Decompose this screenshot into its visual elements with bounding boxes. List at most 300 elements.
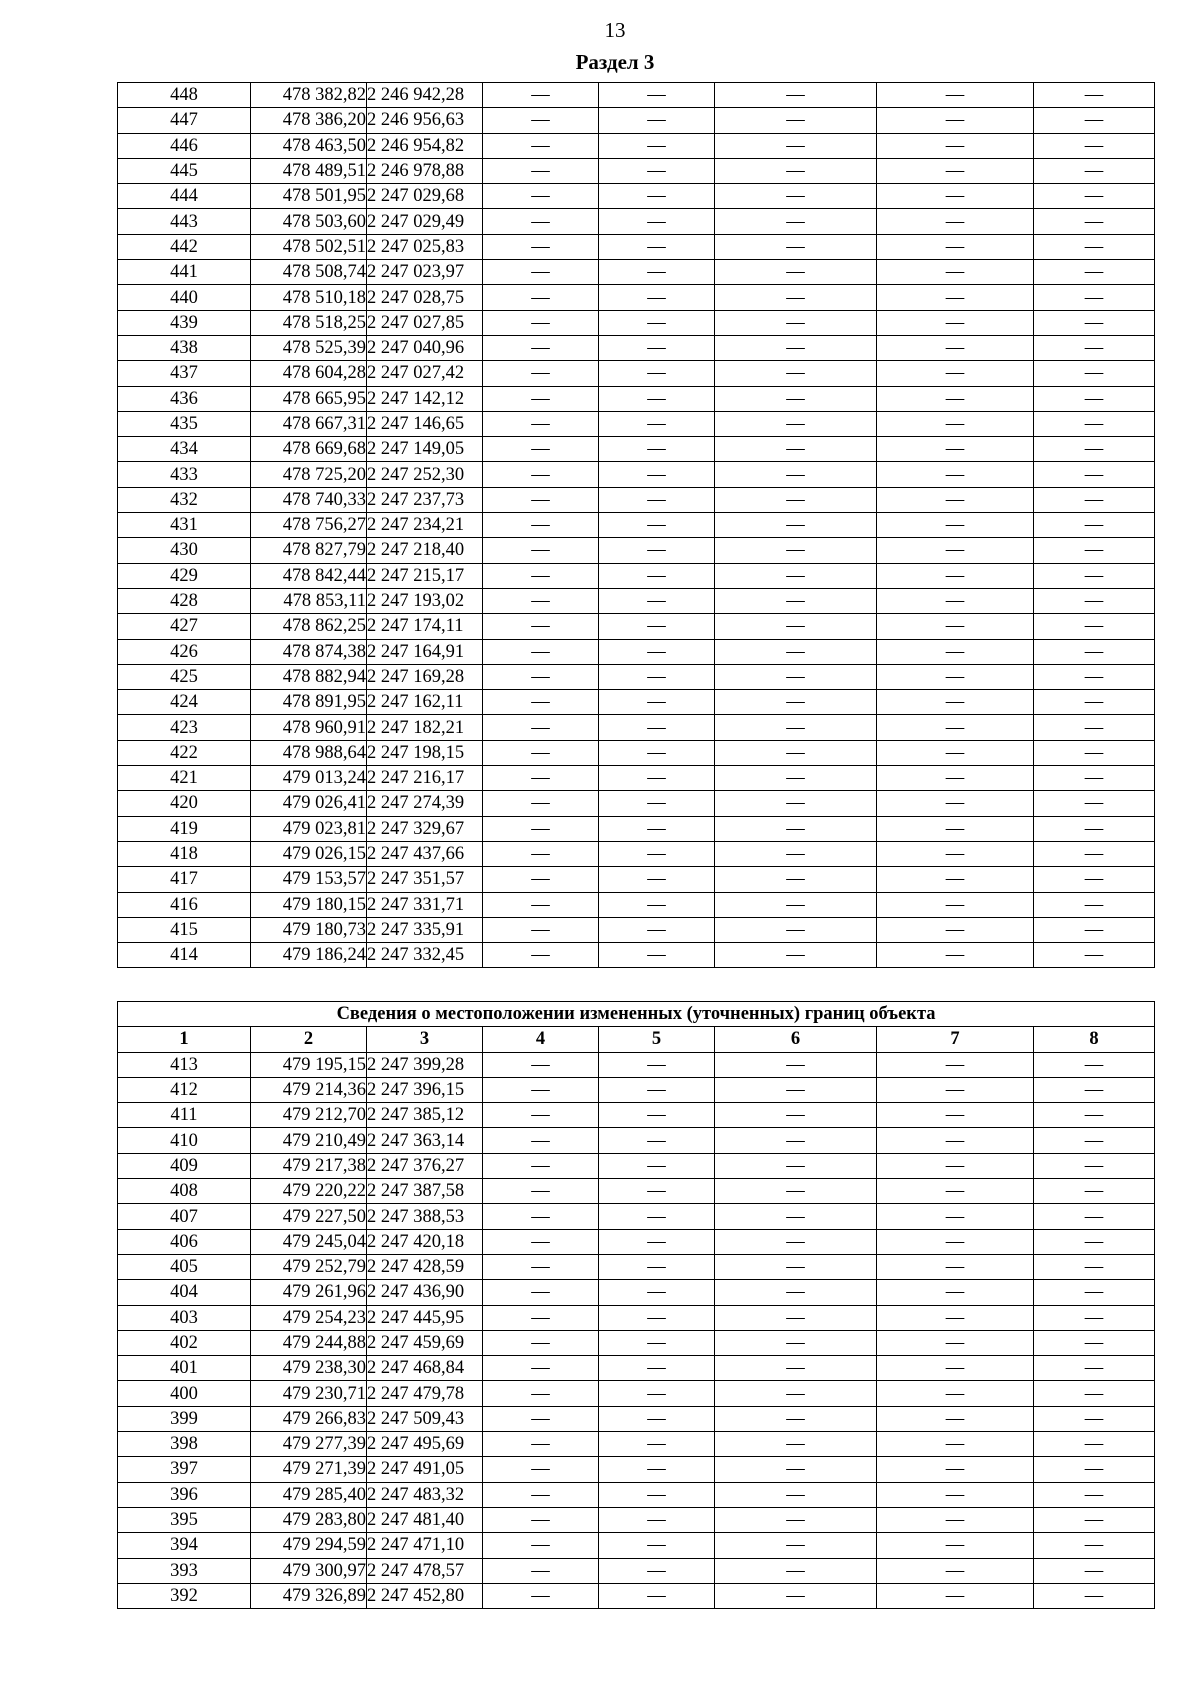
table-cell-col-2: 479 326,89 bbox=[251, 1583, 367, 1608]
table-cell-col-7: — bbox=[877, 1457, 1034, 1482]
table-cell-col-2: 479 238,30 bbox=[251, 1356, 367, 1381]
table-cell-col-2: 479 013,24 bbox=[251, 766, 367, 791]
table-cell-col-8: — bbox=[1034, 791, 1155, 816]
table-cell-col-4: — bbox=[483, 411, 599, 436]
table-cell-col-4: — bbox=[483, 1254, 599, 1279]
table-cell-col-7: — bbox=[877, 1507, 1034, 1532]
table-cell-col-7: — bbox=[877, 715, 1034, 740]
table-cell-col-7: — bbox=[877, 83, 1034, 108]
table-cell-col-8: — bbox=[1034, 867, 1155, 892]
table-cell-col-5: — bbox=[599, 437, 715, 462]
table-cell-col-2: 478 725,20 bbox=[251, 462, 367, 487]
table-cell-col-6: — bbox=[715, 639, 877, 664]
table-cell-col-1: 402 bbox=[118, 1330, 251, 1355]
table-cell-col-4: — bbox=[483, 867, 599, 892]
table-cell-col-1: 404 bbox=[118, 1280, 251, 1305]
table-cell-col-2: 479 230,71 bbox=[251, 1381, 367, 1406]
table-cell-col-6: — bbox=[715, 1254, 877, 1279]
table-cell-col-6: — bbox=[715, 816, 877, 841]
table-cell-col-8: — bbox=[1034, 690, 1155, 715]
table-cell-col-4: — bbox=[483, 133, 599, 158]
table-cell-col-8: — bbox=[1034, 1406, 1155, 1431]
table-cell-col-8: — bbox=[1034, 1583, 1155, 1608]
table-cell-col-6: — bbox=[715, 411, 877, 436]
table-cell-col-5: — bbox=[599, 158, 715, 183]
table-cell-col-6: — bbox=[715, 1432, 877, 1457]
table-cell-col-4: — bbox=[483, 184, 599, 209]
table-cell-col-8: — bbox=[1034, 1482, 1155, 1507]
table-cell-col-3: 2 247 162,11 bbox=[367, 690, 483, 715]
table-cell-col-8: — bbox=[1034, 841, 1155, 866]
table-cell-col-2: 478 518,25 bbox=[251, 310, 367, 335]
table-cell-col-2: 479 266,83 bbox=[251, 1406, 367, 1431]
table-cell-col-6: — bbox=[715, 310, 877, 335]
table-cell-col-6: — bbox=[715, 766, 877, 791]
table-cell-col-8: — bbox=[1034, 1533, 1155, 1558]
table-cell-col-7: — bbox=[877, 766, 1034, 791]
table-cell-col-1: 431 bbox=[118, 513, 251, 538]
table-row bbox=[118, 1179, 1155, 1204]
table-cell-col-8: — bbox=[1034, 1204, 1155, 1229]
table-cell-col-6: — bbox=[715, 335, 877, 360]
table-cell-col-3: 2 247 237,73 bbox=[367, 487, 483, 512]
table-cell-col-4: — bbox=[483, 639, 599, 664]
table-cell-col-6: — bbox=[715, 791, 877, 816]
table-cell-col-7: — bbox=[877, 462, 1034, 487]
table-cell-col-5: — bbox=[599, 1179, 715, 1204]
table-cell-col-4: — bbox=[483, 715, 599, 740]
table-cell-col-2: 479 214,36 bbox=[251, 1077, 367, 1102]
table-cell-col-1: 423 bbox=[118, 715, 251, 740]
table-row bbox=[118, 184, 1155, 209]
table-cell-col-7: — bbox=[877, 816, 1034, 841]
table-row bbox=[118, 209, 1155, 234]
table-cell-col-1: 392 bbox=[118, 1583, 251, 1608]
table-cell-col-1: 399 bbox=[118, 1406, 251, 1431]
table-cell-col-2: 479 254,23 bbox=[251, 1305, 367, 1330]
table-row bbox=[118, 1052, 1155, 1077]
table-cell-col-5: — bbox=[599, 614, 715, 639]
table-cell-col-2: 478 960,91 bbox=[251, 715, 367, 740]
table-cell-col-2: 478 386,20 bbox=[251, 108, 367, 133]
table-cell-col-8: — bbox=[1034, 83, 1155, 108]
table-cell-col-7: — bbox=[877, 1356, 1034, 1381]
table-cell-col-1: 425 bbox=[118, 664, 251, 689]
table-cell-col-1: 407 bbox=[118, 1204, 251, 1229]
table-cell-col-4: — bbox=[483, 285, 599, 310]
table-cell-col-2: 478 604,28 bbox=[251, 361, 367, 386]
table-cell-col-1: 394 bbox=[118, 1533, 251, 1558]
table-cell-col-3: 2 247 351,57 bbox=[367, 867, 483, 892]
table-cell-col-7: — bbox=[877, 740, 1034, 765]
table-cell-col-2: 479 217,38 bbox=[251, 1153, 367, 1178]
table-cell-col-1: 444 bbox=[118, 184, 251, 209]
table-cell-col-1: 396 bbox=[118, 1482, 251, 1507]
table-cell-col-6: — bbox=[715, 588, 877, 613]
table-cell-col-7: — bbox=[877, 1052, 1034, 1077]
table-cell-col-1: 436 bbox=[118, 386, 251, 411]
table-cell-col-4: — bbox=[483, 690, 599, 715]
table-cell-col-8: — bbox=[1034, 943, 1155, 968]
table-cell-col-3: 2 247 027,85 bbox=[367, 310, 483, 335]
table-cell-col-5: — bbox=[599, 1406, 715, 1431]
table-cell-col-7: — bbox=[877, 1280, 1034, 1305]
table-cell-col-7: — bbox=[877, 411, 1034, 436]
table-cell-col-2: 478 508,74 bbox=[251, 260, 367, 285]
table-cell-col-5: — bbox=[599, 386, 715, 411]
table-cell-col-8: — bbox=[1034, 1558, 1155, 1583]
table-cell-col-1: 397 bbox=[118, 1457, 251, 1482]
table-cell-col-3: 2 247 182,21 bbox=[367, 715, 483, 740]
table-cell-col-3: 2 247 478,57 bbox=[367, 1558, 483, 1583]
table-row bbox=[118, 487, 1155, 512]
table-row bbox=[118, 83, 1155, 108]
table-cell-col-1: 406 bbox=[118, 1229, 251, 1254]
table-cell-col-8: — bbox=[1034, 1432, 1155, 1457]
table-cell-col-5: — bbox=[599, 361, 715, 386]
table-cell-col-1: 424 bbox=[118, 690, 251, 715]
table-cell-col-6: — bbox=[715, 1457, 877, 1482]
table-cell-col-1: 429 bbox=[118, 563, 251, 588]
table-row bbox=[118, 1507, 1155, 1532]
table-cell-col-6: — bbox=[715, 83, 877, 108]
table-cell-col-4: — bbox=[483, 386, 599, 411]
table-caption: Сведения о местоположении измененных (уточненных) границ объекта bbox=[118, 1002, 1155, 1027]
table-cell-col-4: — bbox=[483, 664, 599, 689]
table-cell-col-8: — bbox=[1034, 158, 1155, 183]
table-cell-col-5: — bbox=[599, 335, 715, 360]
table-cell-col-1: 443 bbox=[118, 209, 251, 234]
table-cell-col-7: — bbox=[877, 285, 1034, 310]
table-cell-col-8: — bbox=[1034, 1103, 1155, 1128]
table-cell-col-7: — bbox=[877, 664, 1034, 689]
table-row bbox=[118, 437, 1155, 462]
table-cell-col-4: — bbox=[483, 335, 599, 360]
table-cell-col-8: — bbox=[1034, 437, 1155, 462]
table-cell-col-2: 478 525,39 bbox=[251, 335, 367, 360]
table-cell-col-5: — bbox=[599, 209, 715, 234]
table-cell-col-2: 478 503,60 bbox=[251, 209, 367, 234]
table-cell-col-8: — bbox=[1034, 1457, 1155, 1482]
table-cell-col-7: — bbox=[877, 1179, 1034, 1204]
table-cell-col-5: — bbox=[599, 1330, 715, 1355]
table-cell-col-5: — bbox=[599, 1356, 715, 1381]
table-cell-col-3: 2 247 468,84 bbox=[367, 1356, 483, 1381]
table-cell-col-8: — bbox=[1034, 588, 1155, 613]
table-cell-col-6: — bbox=[715, 184, 877, 209]
table-cell-col-7: — bbox=[877, 538, 1034, 563]
table-cell-col-1: 442 bbox=[118, 234, 251, 259]
table-cell-col-7: — bbox=[877, 1558, 1034, 1583]
table-cell-col-4: — bbox=[483, 310, 599, 335]
table-cell-col-2: 479 245,04 bbox=[251, 1229, 367, 1254]
table-cell-col-4: — bbox=[483, 614, 599, 639]
table-cell-col-5: — bbox=[599, 892, 715, 917]
table-cell-col-6: — bbox=[715, 1077, 877, 1102]
table-cell-col-7: — bbox=[877, 487, 1034, 512]
table-cell-col-8: — bbox=[1034, 1254, 1155, 1279]
table-top-body bbox=[118, 83, 1155, 968]
table-cell-col-8: — bbox=[1034, 1128, 1155, 1153]
table-cell-col-3: 2 247 471,10 bbox=[367, 1533, 483, 1558]
table-row bbox=[118, 1533, 1155, 1558]
table-cell-col-5: — bbox=[599, 917, 715, 942]
table-cell-col-6: — bbox=[715, 867, 877, 892]
table-cell-col-8: — bbox=[1034, 1305, 1155, 1330]
table-cell-col-5: — bbox=[599, 841, 715, 866]
table-cell-col-2: 478 665,95 bbox=[251, 386, 367, 411]
table-cell-col-4: — bbox=[483, 1153, 599, 1178]
table-cell-col-2: 478 882,94 bbox=[251, 664, 367, 689]
table-cell-col-6: — bbox=[715, 437, 877, 462]
table-cell-col-4: — bbox=[483, 1204, 599, 1229]
table-cell-col-6: — bbox=[715, 1153, 877, 1178]
table-cell-col-3: 2 247 040,96 bbox=[367, 335, 483, 360]
table-cell-col-3: 2 247 029,49 bbox=[367, 209, 483, 234]
table-cell-col-2: 478 669,68 bbox=[251, 437, 367, 462]
table-cell-col-5: — bbox=[599, 1280, 715, 1305]
table-cell-col-7: — bbox=[877, 892, 1034, 917]
table-cell-col-2: 479 180,15 bbox=[251, 892, 367, 917]
table-cell-col-5: — bbox=[599, 285, 715, 310]
table-cell-col-5: — bbox=[599, 133, 715, 158]
table-cell-col-8: — bbox=[1034, 1077, 1155, 1102]
table-cell-col-3: 2 247 420,18 bbox=[367, 1229, 483, 1254]
table-cell-col-5: — bbox=[599, 1077, 715, 1102]
table-cell-col-3: 2 247 481,40 bbox=[367, 1507, 483, 1532]
table-cell-col-6: — bbox=[715, 1330, 877, 1355]
table-cell-col-2: 478 988,64 bbox=[251, 740, 367, 765]
table-cell-col-1: 403 bbox=[118, 1305, 251, 1330]
table-cell-col-4: — bbox=[483, 487, 599, 512]
table-row bbox=[118, 1229, 1155, 1254]
table-cell-col-1: 428 bbox=[118, 588, 251, 613]
table-cell-col-1: 398 bbox=[118, 1432, 251, 1457]
table-cell-col-3: 2 247 149,05 bbox=[367, 437, 483, 462]
table-cell-col-4: — bbox=[483, 462, 599, 487]
table-cell-col-6: — bbox=[715, 487, 877, 512]
table-cell-col-7: — bbox=[877, 867, 1034, 892]
table-cell-col-6: — bbox=[715, 943, 877, 968]
table-cell-col-7: — bbox=[877, 335, 1034, 360]
table-cell-col-3: 2 247 385,12 bbox=[367, 1103, 483, 1128]
table-cell-col-1: 412 bbox=[118, 1077, 251, 1102]
table-row bbox=[118, 108, 1155, 133]
table-cell-col-6: — bbox=[715, 841, 877, 866]
table-cell-col-7: — bbox=[877, 184, 1034, 209]
table-cell-col-6: — bbox=[715, 892, 877, 917]
table-cell-col-4: — bbox=[483, 1482, 599, 1507]
column-header-5: 5 bbox=[599, 1027, 715, 1052]
table-cell-col-4: — bbox=[483, 83, 599, 108]
table-cell-col-7: — bbox=[877, 209, 1034, 234]
table-cell-col-2: 479 285,40 bbox=[251, 1482, 367, 1507]
table-cell-col-3: 2 247 252,30 bbox=[367, 462, 483, 487]
table-cell-col-4: — bbox=[483, 1406, 599, 1431]
table-cell-col-4: — bbox=[483, 1356, 599, 1381]
column-header-2: 2 bbox=[251, 1027, 367, 1052]
table-cell-col-3: 2 247 216,17 bbox=[367, 766, 483, 791]
table-cell-col-3: 2 247 025,83 bbox=[367, 234, 483, 259]
table-cell-col-7: — bbox=[877, 690, 1034, 715]
table-cell-col-8: — bbox=[1034, 639, 1155, 664]
table-row bbox=[118, 462, 1155, 487]
table-cell-col-2: 478 842,44 bbox=[251, 563, 367, 588]
table-cell-col-1: 426 bbox=[118, 639, 251, 664]
table-cell-col-7: — bbox=[877, 943, 1034, 968]
table-cell-col-4: — bbox=[483, 563, 599, 588]
table-caption-row bbox=[118, 1002, 1155, 1027]
table-cell-col-6: — bbox=[715, 133, 877, 158]
table-cell-col-6: — bbox=[715, 158, 877, 183]
table-cell-col-4: — bbox=[483, 816, 599, 841]
table-row bbox=[118, 538, 1155, 563]
table-cell-col-2: 479 244,88 bbox=[251, 1330, 367, 1355]
table-cell-col-3: 2 247 437,66 bbox=[367, 841, 483, 866]
column-header-7: 7 bbox=[877, 1027, 1034, 1052]
table-row bbox=[118, 1305, 1155, 1330]
table-cell-col-3: 2 247 274,39 bbox=[367, 791, 483, 816]
table-cell-col-2: 479 026,41 bbox=[251, 791, 367, 816]
column-header-1: 1 bbox=[118, 1027, 251, 1052]
table-cell-col-2: 479 212,70 bbox=[251, 1103, 367, 1128]
table-cell-col-4: — bbox=[483, 209, 599, 234]
table-cell-col-6: — bbox=[715, 664, 877, 689]
table-cell-col-4: — bbox=[483, 1507, 599, 1532]
coordinates-table-top bbox=[117, 82, 1155, 968]
table-cell-col-7: — bbox=[877, 639, 1034, 664]
table-cell-col-7: — bbox=[877, 588, 1034, 613]
table-row bbox=[118, 563, 1155, 588]
table-cell-col-7: — bbox=[877, 1330, 1034, 1355]
table-cell-col-7: — bbox=[877, 1583, 1034, 1608]
table-cell-col-3: 2 247 164,91 bbox=[367, 639, 483, 664]
table-cell-col-6: — bbox=[715, 1204, 877, 1229]
table-cell-col-2: 479 294,59 bbox=[251, 1533, 367, 1558]
table-row bbox=[118, 1381, 1155, 1406]
table-cell-col-1: 418 bbox=[118, 841, 251, 866]
table-cell-col-7: — bbox=[877, 386, 1034, 411]
column-header-6: 6 bbox=[715, 1027, 877, 1052]
table-row bbox=[118, 1432, 1155, 1457]
table-cell-col-8: — bbox=[1034, 538, 1155, 563]
table-cell-col-1: 441 bbox=[118, 260, 251, 285]
table-cell-col-3: 2 247 509,43 bbox=[367, 1406, 483, 1431]
table-row bbox=[118, 1558, 1155, 1583]
table-row bbox=[118, 158, 1155, 183]
table-row bbox=[118, 335, 1155, 360]
table-cell-col-8: — bbox=[1034, 260, 1155, 285]
table-cell-col-8: — bbox=[1034, 563, 1155, 588]
table-cell-col-5: — bbox=[599, 260, 715, 285]
table-cell-col-7: — bbox=[877, 260, 1034, 285]
table-cell-col-8: — bbox=[1034, 487, 1155, 512]
table-cell-col-2: 479 227,50 bbox=[251, 1204, 367, 1229]
table-cell-col-2: 479 210,49 bbox=[251, 1128, 367, 1153]
table-cell-col-4: — bbox=[483, 1229, 599, 1254]
table-cell-col-4: — bbox=[483, 1052, 599, 1077]
table-cell-col-2: 478 463,50 bbox=[251, 133, 367, 158]
table-cell-col-3: 2 247 028,75 bbox=[367, 285, 483, 310]
table-cell-col-8: — bbox=[1034, 1153, 1155, 1178]
table-cell-col-1: 434 bbox=[118, 437, 251, 462]
table-cell-col-4: — bbox=[483, 1330, 599, 1355]
table-cell-col-8: — bbox=[1034, 917, 1155, 942]
table-cell-col-4: — bbox=[483, 740, 599, 765]
table-cell-col-1: 439 bbox=[118, 310, 251, 335]
table-cell-col-3: 2 247 169,28 bbox=[367, 664, 483, 689]
table-cell-col-7: — bbox=[877, 1432, 1034, 1457]
table-cell-col-4: — bbox=[483, 1077, 599, 1102]
table-cell-col-8: — bbox=[1034, 209, 1155, 234]
table-cell-col-5: — bbox=[599, 1229, 715, 1254]
table-cell-col-3: 2 247 146,65 bbox=[367, 411, 483, 436]
table-cell-col-3: 2 247 335,91 bbox=[367, 917, 483, 942]
table-cell-col-6: — bbox=[715, 690, 877, 715]
table-cell-col-4: — bbox=[483, 108, 599, 133]
table-cell-col-3: 2 247 495,69 bbox=[367, 1432, 483, 1457]
table-cell-col-6: — bbox=[715, 209, 877, 234]
table-cell-col-6: — bbox=[715, 1052, 877, 1077]
table-cell-col-8: — bbox=[1034, 1052, 1155, 1077]
table-cell-col-8: — bbox=[1034, 285, 1155, 310]
table-cell-col-3: 2 247 436,90 bbox=[367, 1280, 483, 1305]
table-cell-col-8: — bbox=[1034, 386, 1155, 411]
table-row bbox=[118, 690, 1155, 715]
table-cell-col-4: — bbox=[483, 361, 599, 386]
table-cell-col-3: 2 246 978,88 bbox=[367, 158, 483, 183]
table-row bbox=[118, 310, 1155, 335]
table-cell-col-4: — bbox=[483, 892, 599, 917]
table-cell-col-2: 478 382,82 bbox=[251, 83, 367, 108]
table-cell-col-7: — bbox=[877, 1204, 1034, 1229]
table-cell-col-6: — bbox=[715, 538, 877, 563]
table-cell-col-2: 478 891,95 bbox=[251, 690, 367, 715]
table-cell-col-2: 478 756,27 bbox=[251, 513, 367, 538]
table-cell-col-7: — bbox=[877, 1229, 1034, 1254]
table-row bbox=[118, 285, 1155, 310]
table-cell-col-7: — bbox=[877, 1533, 1034, 1558]
table-cell-col-3: 2 247 215,17 bbox=[367, 563, 483, 588]
table-cell-col-7: — bbox=[877, 614, 1034, 639]
table-cell-col-4: — bbox=[483, 841, 599, 866]
table-cell-col-5: — bbox=[599, 1128, 715, 1153]
table-cell-col-7: — bbox=[877, 310, 1034, 335]
table-cell-col-4: — bbox=[483, 437, 599, 462]
table-row bbox=[118, 234, 1155, 259]
table-cell-col-7: — bbox=[877, 1077, 1034, 1102]
table-row bbox=[118, 766, 1155, 791]
table-row bbox=[118, 1204, 1155, 1229]
table-cell-col-6: — bbox=[715, 740, 877, 765]
table-cell-col-4: — bbox=[483, 943, 599, 968]
table-cell-col-5: — bbox=[599, 1507, 715, 1532]
table-cell-col-6: — bbox=[715, 1128, 877, 1153]
table-cell-col-1: 421 bbox=[118, 766, 251, 791]
table-row bbox=[118, 1356, 1155, 1381]
table-cell-col-5: — bbox=[599, 234, 715, 259]
table-cell-col-6: — bbox=[715, 563, 877, 588]
table-cell-col-8: — bbox=[1034, 1507, 1155, 1532]
table-cell-col-2: 479 195,15 bbox=[251, 1052, 367, 1077]
table-cell-col-3: 2 247 193,02 bbox=[367, 588, 483, 613]
table-cell-col-7: — bbox=[877, 1305, 1034, 1330]
table-cell-col-1: 446 bbox=[118, 133, 251, 158]
table-cell-col-7: — bbox=[877, 108, 1034, 133]
table-cell-col-5: — bbox=[599, 690, 715, 715]
table-cell-col-5: — bbox=[599, 487, 715, 512]
table-cell-col-6: — bbox=[715, 1305, 877, 1330]
